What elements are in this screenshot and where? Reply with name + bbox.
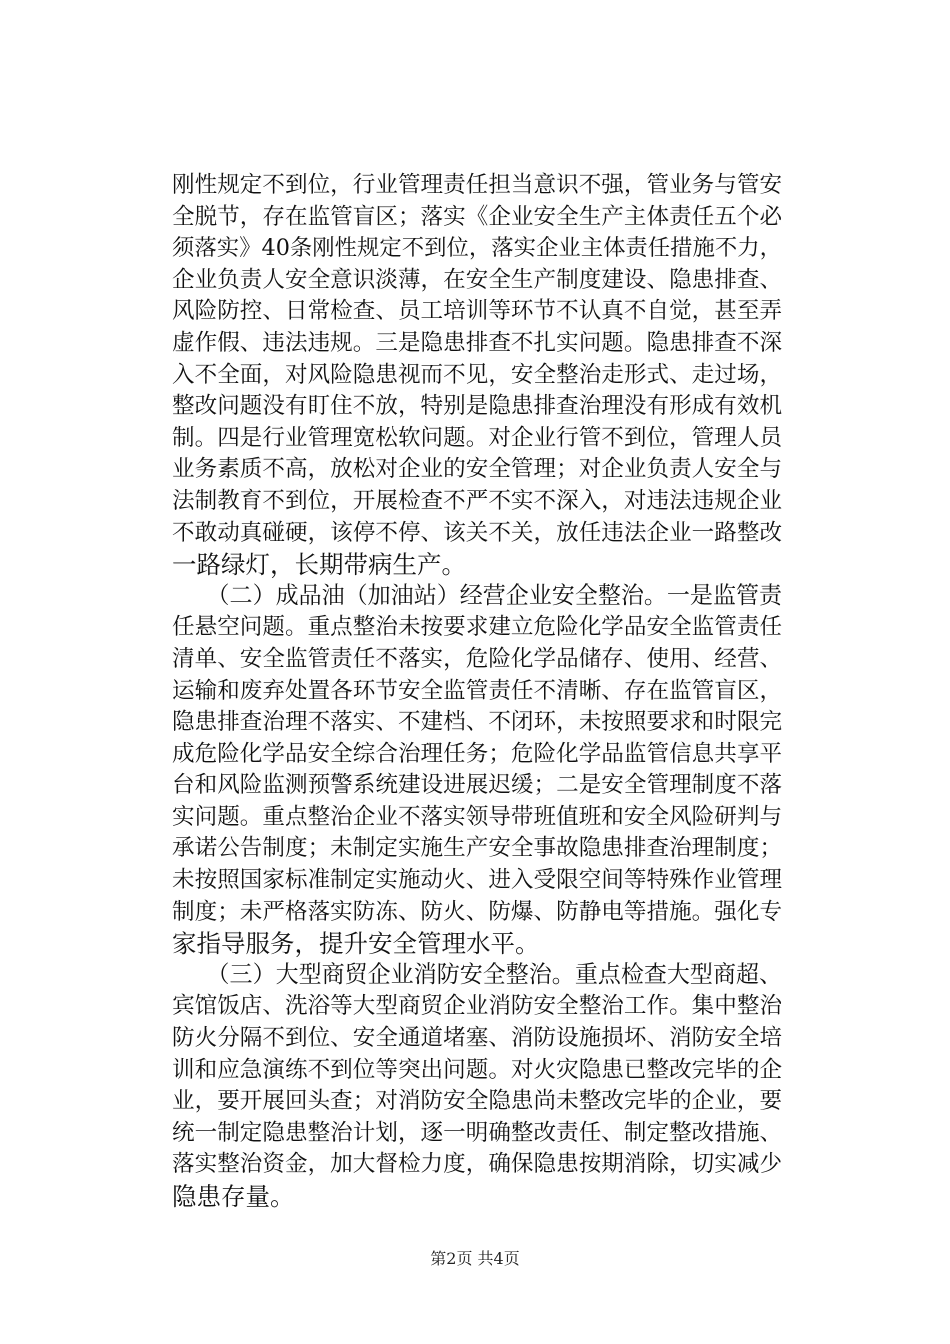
text-line: 实问题。重点整治企业不落实领导带班值班和安全风险研判与 (172, 803, 782, 830)
page-footer: 第2页 共4页 (430, 1249, 520, 1268)
text-line: 入不全面，对风险隐患视而不见，安全整治走形式、走过场， (172, 361, 782, 388)
document-body (172, 170, 782, 1213)
text-line: 虚作假、违法违规。三是隐患排查不扎实问题。隐患排查不深 (172, 329, 782, 356)
text-line: 任悬空问题。重点整治未按要求建立危险化学品安全监管责任 (172, 614, 782, 641)
text-line: 整改问题没有盯住不放，特别是隐患排查治理没有形成有效机 (172, 393, 782, 420)
text-line: 不敢动真碰硬，该停不停、该关不关，放任违法企业一路整改 (172, 519, 782, 546)
text-line: 业，要开展回头查；对消防安全隐患尚未整改完毕的企业，要 (172, 1088, 782, 1115)
text-line: 企业负责人安全意识淡薄，在安全生产制度建设、隐患排查、 (172, 266, 782, 293)
text-line: 清单、安全监管责任不落实，危险化学品储存、使用、经营、 (172, 645, 782, 672)
text-line: 运输和废弃处置各环节安全监管责任不清晰、存在监管盲区， (172, 677, 782, 704)
text-line: 法制教育不到位，开展检查不严不实不深入，对违法违规企业 (172, 487, 782, 514)
text-line: 未按照国家标准制定实施动火、进入受限空间等特殊作业管理 (172, 867, 782, 894)
text-line: 统一制定隐患整治计划，逐一明确整改责任、制定整改措施、 (172, 1119, 782, 1146)
text-line: 家指导服务，提升安全管理水平。 (172, 929, 540, 959)
text-line: 落实整治资金，加大督检力度，确保隐患按期消除，切实减少 (172, 1151, 782, 1178)
text-line: 隐患排查治理不落实、不建档、不闭环，未按照要求和时限完 (172, 709, 782, 736)
text-line: 刚性规定不到位，行业管理责任担当意识不强，管业务与管安 (172, 172, 782, 198)
text-line: 防火分隔不到位、安全通道堵塞、消防设施损坏、消防安全培 (172, 1025, 782, 1052)
text-line: 一路绿灯，长期带病生产。 (172, 550, 466, 580)
text-line: 须落实》40条刚性规定不到位，落实企业主体责任措施不力， (172, 235, 782, 262)
text-line: 训和应急演练不到位等突出问题。对火灾隐患已整改完毕的企 (172, 1056, 782, 1083)
text-line: （三）大型商贸企业消防安全整治。重点检查大型商超、 (172, 961, 782, 988)
text-line: 业务素质不高，放松对企业的安全管理；对企业负责人安全与 (172, 456, 782, 483)
text-line: 台和风险监测预警系统建设进展迟缓；二是安全管理制度不落 (172, 772, 782, 799)
text-line: 风险防控、日常检查、员工培训等环节不认真不自觉，甚至弄 (172, 298, 782, 325)
text-line: 隐患存量。 (172, 1182, 295, 1211)
text-line: 宾馆饭店、洗浴等大型商贸企业消防安全整治工作。集中整治 (172, 993, 782, 1020)
text-line: 制。四是行业管理宽松软问题。对企业行管不到位，管理人员 (172, 424, 782, 451)
text-line: 全脱节，存在监管盲区；落实《企业安全生产主体责任五个必 (172, 203, 782, 230)
text-line: 制度；未严格落实防冻、防火、防爆、防静电等措施。强化专 (172, 898, 782, 925)
text-line: 成危险化学品安全综合治理任务；危险化学品监管信息共享平 (172, 740, 782, 767)
text-line: 承诺公告制度；未制定实施生产安全事故隐患排查治理制度； (172, 835, 782, 862)
text-line: （二）成品油（加油站）经营企业安全整治。一是监管责 (172, 582, 782, 609)
